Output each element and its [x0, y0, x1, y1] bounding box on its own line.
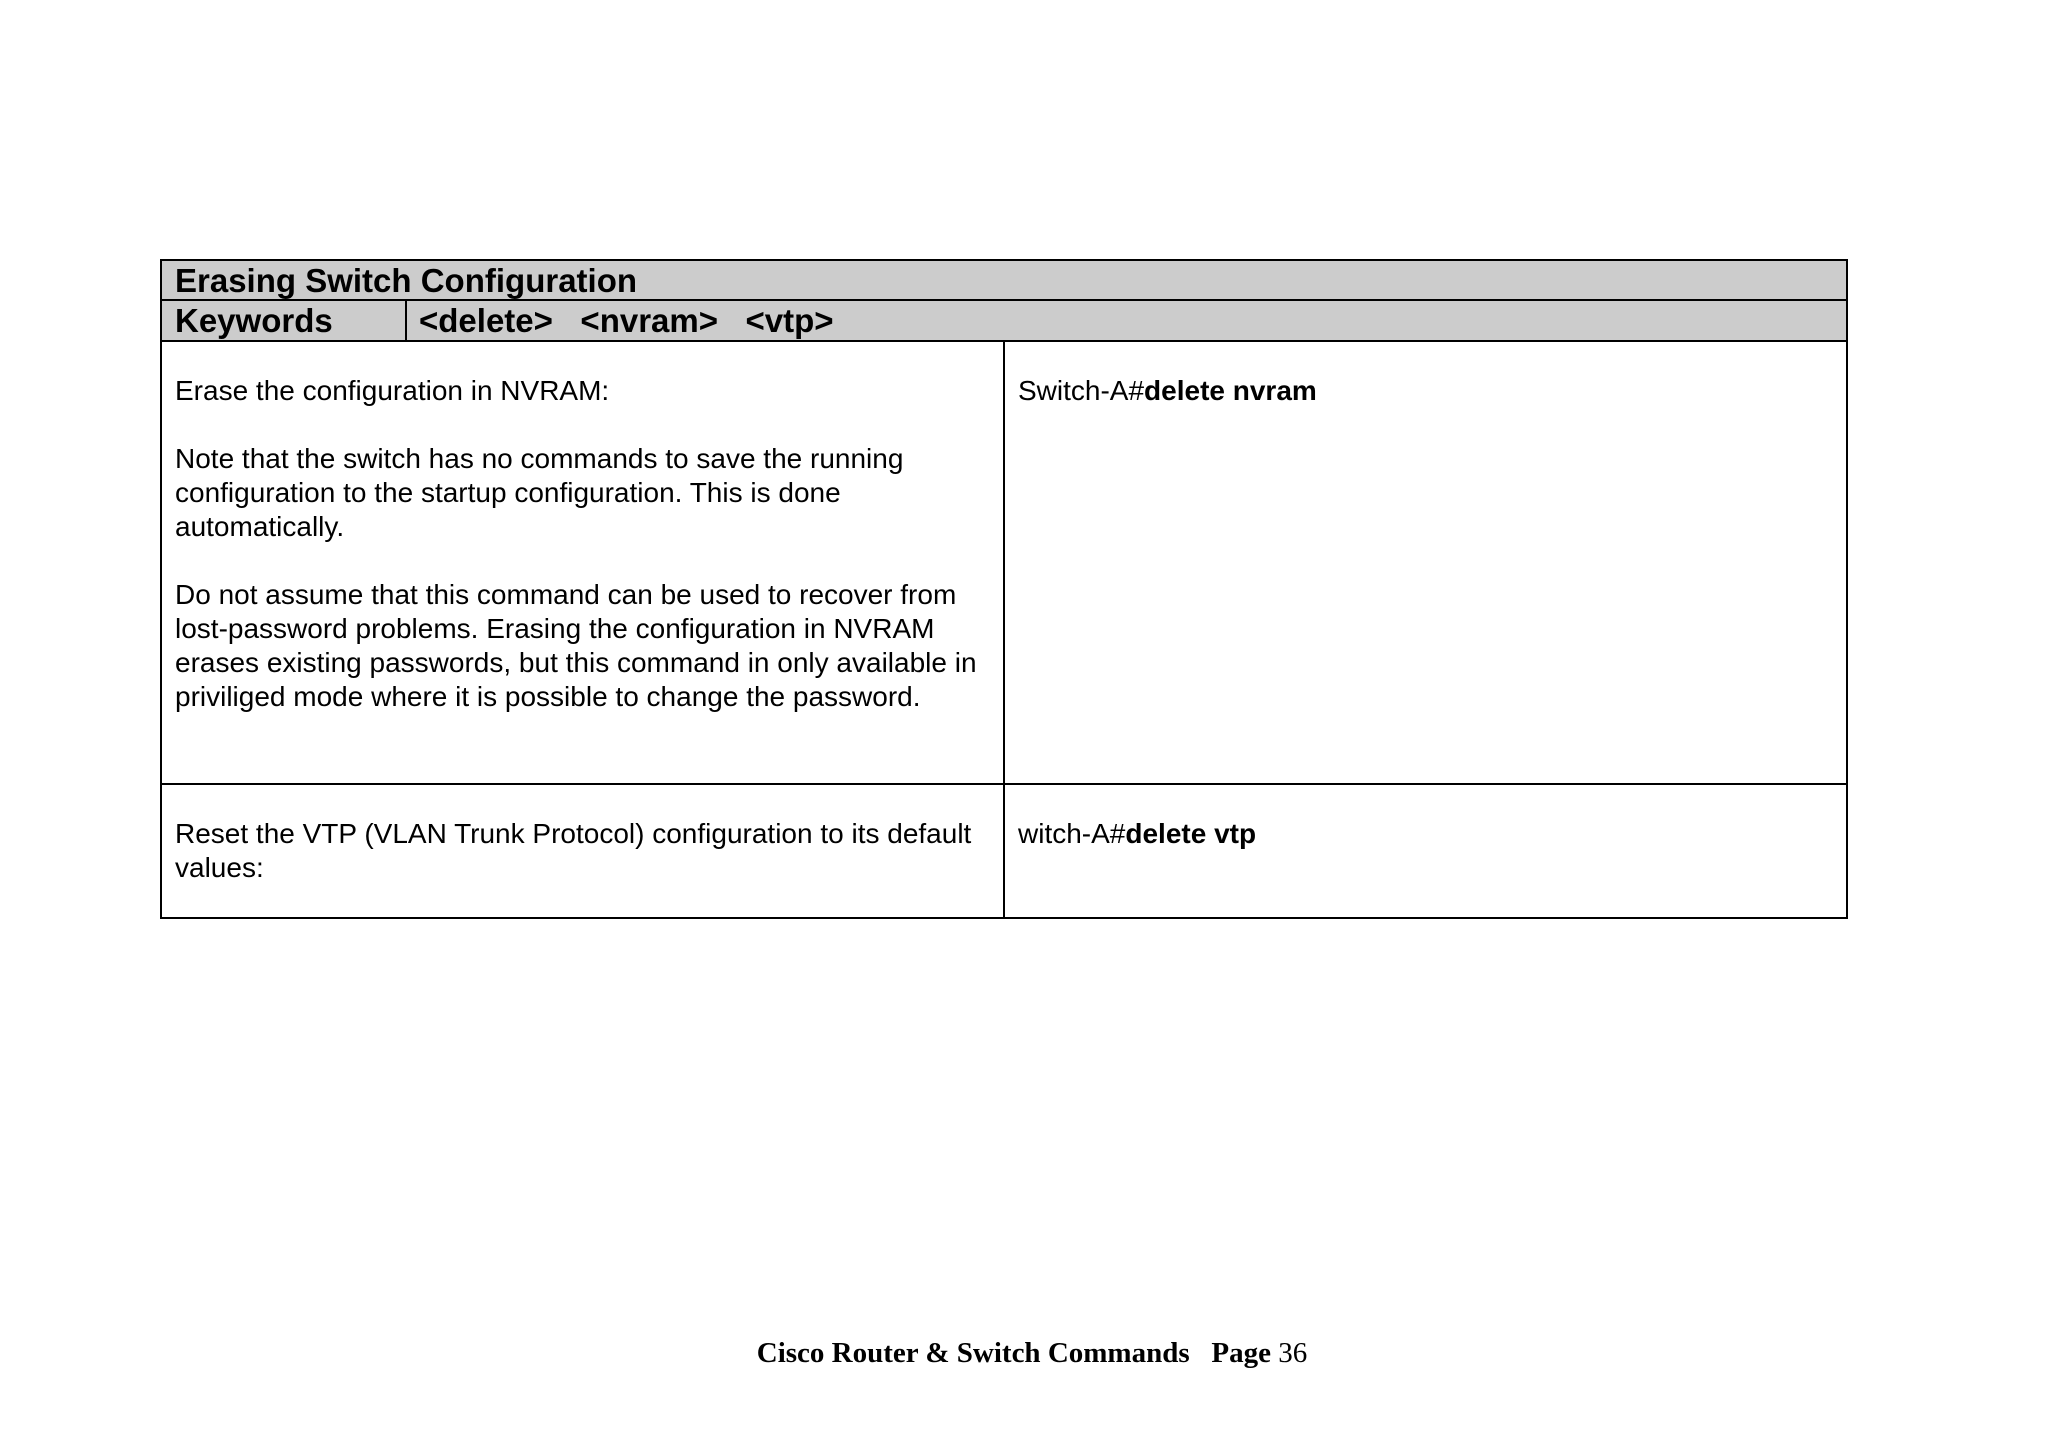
table-row [162, 783, 1846, 917]
section-title: Erasing Switch Configuration [162, 261, 1846, 301]
cli-command: delete vtp [1125, 818, 1257, 849]
cli-prompt: witch-A# [1018, 818, 1126, 849]
keywords-row [162, 301, 1846, 342]
footer-page-label: Page [1211, 1337, 1271, 1369]
description-paragraph: Erase the configuration in NVRAM: [175, 375, 610, 406]
description-paragraph: Reset the VTP (VLAN Trunk Protocol) configuration to its default values: [175, 818, 972, 883]
footer-page-number: 36 [1278, 1337, 1308, 1369]
table-row [162, 342, 1846, 783]
description-paragraph: Do not assume that this command can be used to recover from lost-password problems. Erasing the configuration in NVRAM erases existing passwords, but this command in only available in priviliged mode where it is possible to change the password. [175, 579, 977, 712]
keywords-values: <delete> <nvram> <vtp> [419, 302, 834, 339]
command-table [160, 259, 1848, 919]
row-description [162, 342, 1005, 783]
cli-prompt: Switch-A# [1018, 375, 1145, 406]
row-description [162, 785, 1005, 917]
page-footer [0, 1337, 2048, 1370]
description-paragraph: Note that the switch has no commands to save the running configuration to the startup configuration. This is done automatically. [175, 443, 904, 542]
footer-title: Cisco Router & Switch Commands [756, 1337, 1190, 1369]
keywords-label: Keywords [162, 301, 407, 340]
row-example [1005, 342, 1330, 783]
cli-command: delete nvram [1144, 375, 1317, 406]
row-example [1005, 785, 1269, 917]
